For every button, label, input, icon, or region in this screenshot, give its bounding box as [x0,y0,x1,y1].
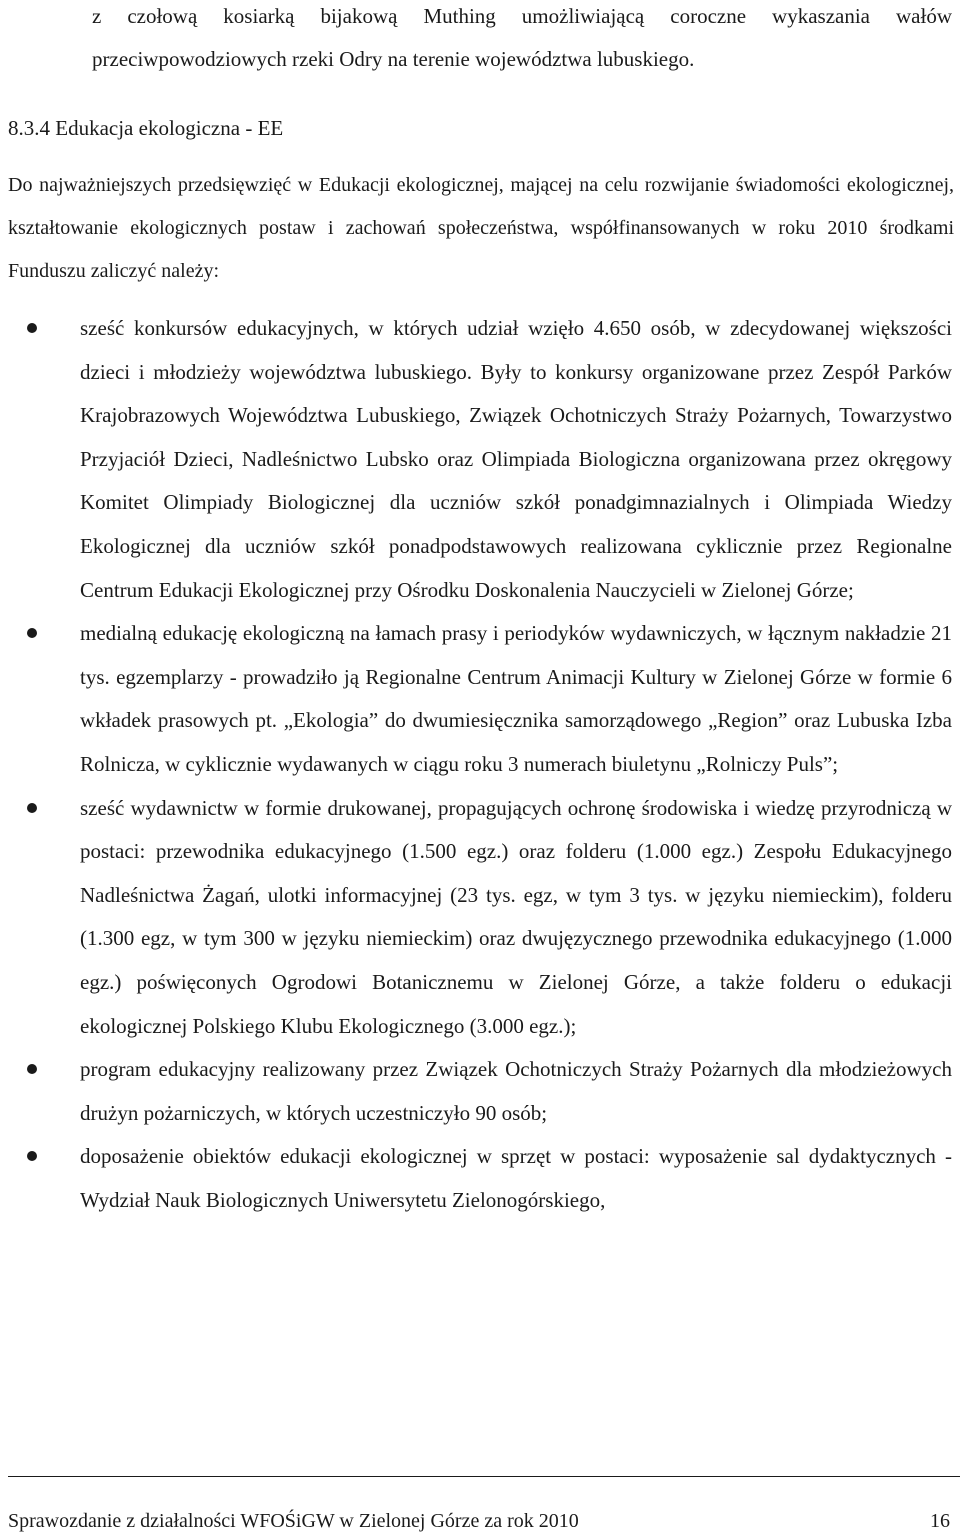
list-item [0,307,960,612]
bullet-icon [27,1151,37,1161]
bullet-icon [27,803,37,813]
list-item-text: medialną edukację ekologiczną na łamach prasy i periodyków wydawniczych, w łącznym nakładzie 21 tys. egzemplarzy - prowadziło ją Regionalne Centrum Animacji Kultury w Zielonej Górze w formie 6 wkładek prasowych pt. „Ekologia” do dwumiesięcznika samorządowego „Region” oraz Lubuska Izba Rolnicza, w cyklicznie wydawanych w ciągu roku 3 numerach biuletynu „Rolniczy Puls”; [80,621,952,776]
intro-paragraph: Do najważniejszych przedsięwzięć w Edukacji ekologicznej, mającej na celu rozwijanie świadomości ekologicznej, kształtowanie ekologicznych postaw i zachowań społeczeństwa, współfinansowanych w roku 2010 środkami Funduszu zaliczyć należy: [8,174,954,282]
paragraph-continuation: z czołową kosiarką bijakową Muthing umożliwiającą coroczne wykaszania wałów przeciwpowodziowych rzeki Odry na terenie województwa lubuskiego. [92,4,952,71]
section-heading: 8.3.4 Edukacja ekologiczna - EE [8,116,284,140]
list-item [0,787,960,1049]
bullet-list [0,307,960,1222]
list-item-text: program edukacyjny realizowany przez Związek Ochotniczych Straży Pożarnych dla młodzieżowych drużyn pożarniczych, w których uczestniczyło 90 osób; [80,1057,952,1125]
bullet-icon [27,323,37,333]
page-number: 16 [930,1510,950,1532]
list-item [0,1048,960,1135]
list-item-text: doposażenie obiektów edukacji ekologicznej w sprzęt w postaci: wyposażenie sal dydaktycznych - Wydział Nauk Biologicznych Uniwersytetu Zielonogórskiego, [80,1144,952,1212]
list-item [0,612,960,786]
bullet-icon [27,1064,37,1074]
bullet-icon [27,628,37,638]
list-item-text: sześć konkursów edukacyjnych, w których udział wzięło 4.650 osób, w zdecydowanej większości dzieci i młodzieży województwa lubuskiego. Były to konkursy organizowane przez Zespół Parków Krajobrazowych Województwa Lubuskiego, Związek Ochotniczych Straży Pożarnych, Towarzystwo Przyjaciół Dzieci, Nadleśnictwo Lubsko oraz Olimpiada Biologiczna organizowana przez okręgowy Komitet Olimpiady Biologicznej dla uczniów szkół ponadgimnazialnych i Olimpiada Wiedzy Ekologicznej dla uczniów szkół ponadpodstawowych realizowana cyklicznie przez Regionalne Centrum Edukacji Ekologicznej przy Ośrodku Doskonalenia Nauczycieli w Zielonej Górze; [80,316,952,602]
list-item [0,1135,960,1222]
list-item-text: sześć wydawnictw w formie drukowanej, propagujących ochronę środowiska i wiedzę przyrodniczą w postaci: przewodnika edukacyjnego (1.500 egz.) oraz folderu (1.000 egz.) Zespołu Edukacyjnego Nadleśnictwa Żagań, ulotki informacyjnej (23 tys. egz, w tym 3 tys. w języku niemieckim), folderu (1.300 egz, w tym 300 w języku niemieckim) oraz dwujęzycznego przewodnika edukacyjnego (1.000 egz.) poświęconych Ogrodowi Botanicznemu w Zielonej Górze, a także folderu o edukacji ekologicznej Polskiego Klubu Ekologicznego (3.000 egz.); [80,795,952,1038]
footer-divider [8,1476,960,1477]
footer-title: Sprawozdanie z działalności WFOŚiGW w Zielonej Górze za rok 2010 [8,1510,579,1532]
